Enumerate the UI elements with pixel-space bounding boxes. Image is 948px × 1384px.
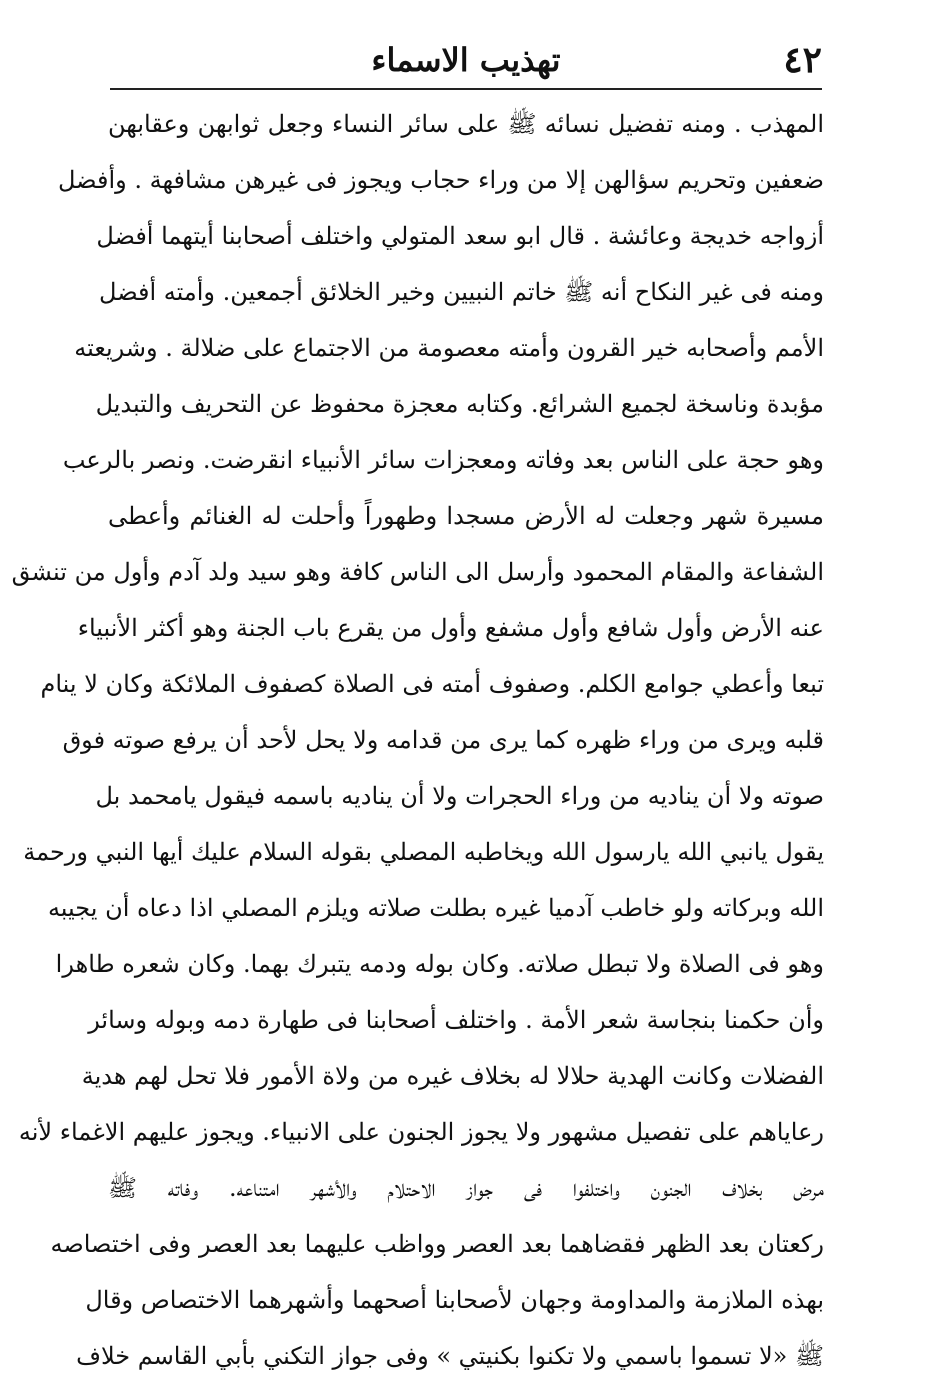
text-line: الله وبركاته ولو خاطب آدميا غيره بطلت صلاته ويلزم المصلي اذا دعاه أن يجيبه [47, 894, 824, 922]
body-text [11, 96, 825, 1370]
text-line: عنه الأرض وأول شافع وأول مشفع وأول من يقرع باب الجنة وهو أكثر الأنبياء [77, 614, 824, 642]
text-line: رعاياهم على تفصيل مشهور ولا يجوز الجنون على الانبياء. ويجوز عليهم الاغماء لأنه [18, 1118, 824, 1146]
text-line: تبعا وأعطي جوامع الكلم. وصفوف أمته فى الصلاة كصفوف الملائكة وكان لا ينام [40, 670, 824, 698]
text-line: المهذب . ومنه تفضيل نسائه ﷺ على سائر النساء وجعل ثوابهن وعقابهن [108, 110, 825, 138]
text-line: وأن حكمنا بنجاسة شعر الأمة . واختلف أصحابنا فى طهارة دمه وبوله وسائر [88, 1006, 824, 1034]
text-line: مسيرة شهر وجعلت له الأرض مسجدا وطهوراً وأحلت له الغنائم وأعطى [108, 502, 825, 530]
text-line: قلبه ويرى من وراء ظهره كما يرى من قدامه ولا يحل لأحد أن يرفع صوته فوق [62, 726, 824, 754]
text-line: أزواجه خديجة وعائشة . قال ابو سعد المتولي واختلف أصحابنا أيتهما أفضل [96, 222, 824, 250]
page-number: ٤٢ [783, 39, 822, 81]
text-line: بهذه الملازمة والمداومة وجهان لأصحابنا أصحهما وأشهرهما الاختصاص وقال [85, 1286, 824, 1314]
text-line: صوته ولا أن يناديه من وراء الحجرات ولا أن يناديه باسمه فيقول يامحمد بل [95, 782, 824, 810]
text-line: ومنه فى غير النكاح أنه ﷺ خاتم النبيين وخير الخلائق أجمعين. وأمته أفضل [99, 278, 824, 306]
text-line: الأمم وأصحابه خير القرون وأمته معصومة من الاجتماع على ضلالة . وشريعته [74, 334, 824, 362]
text-line: يقول يانبي الله يارسول الله ويخاطبه المصلي بقوله السلام عليك أيها النبي ورحمة [23, 838, 824, 866]
text-line: الفضلات وكانت الهدية حلالا له بخلاف غيره من ولاة الأمور فلا تحل لهم هدية [81, 1062, 824, 1090]
running-title: تهذيب الاسماء [371, 41, 561, 79]
page-header [110, 30, 822, 92]
text-line: وهو فى الصلاة ولا تبطل صلاته. وكان بوله ودمه يتبرك بهما. وكان شعره طاهرا [55, 950, 824, 978]
header-rule [110, 88, 822, 90]
text-line: الشفاعة والمقام المحمود وأرسل الى الناس كافة وهو سيد ولد آدم وأول من تنشق [11, 558, 824, 586]
text-line: مرض بخلاف الجنون واختلفوا فى جواز الاحتلام والأشهر امتناعه. وفاته ﷺ [108, 1174, 824, 1202]
text-line: ركعتان بعد الظهر فقضاهما بعد العصر وواظب عليهما بعد العصر وفى اختصاصه [50, 1230, 824, 1258]
text-line: وهو حجة على الناس بعد وفاته ومعجزات سائر الأنبياء انقرضت. ونصر بالرعب [62, 446, 824, 474]
text-line: مؤبدة وناسخة لجميع الشرائع. وكتابه معجزة محفوظ عن التحريف والتبديل [95, 390, 824, 418]
text-line: ﷺ «لا تسموا باسمي ولا تكنوا بكنيتي » وفى جواز التكني بأبي القاسم خلاف [76, 1342, 824, 1370]
text-line: ضعفين وتحريم سؤالهن إلا من وراء حجاب ويجوز فى غيرهن مشافهة . وأفضل [58, 166, 824, 194]
